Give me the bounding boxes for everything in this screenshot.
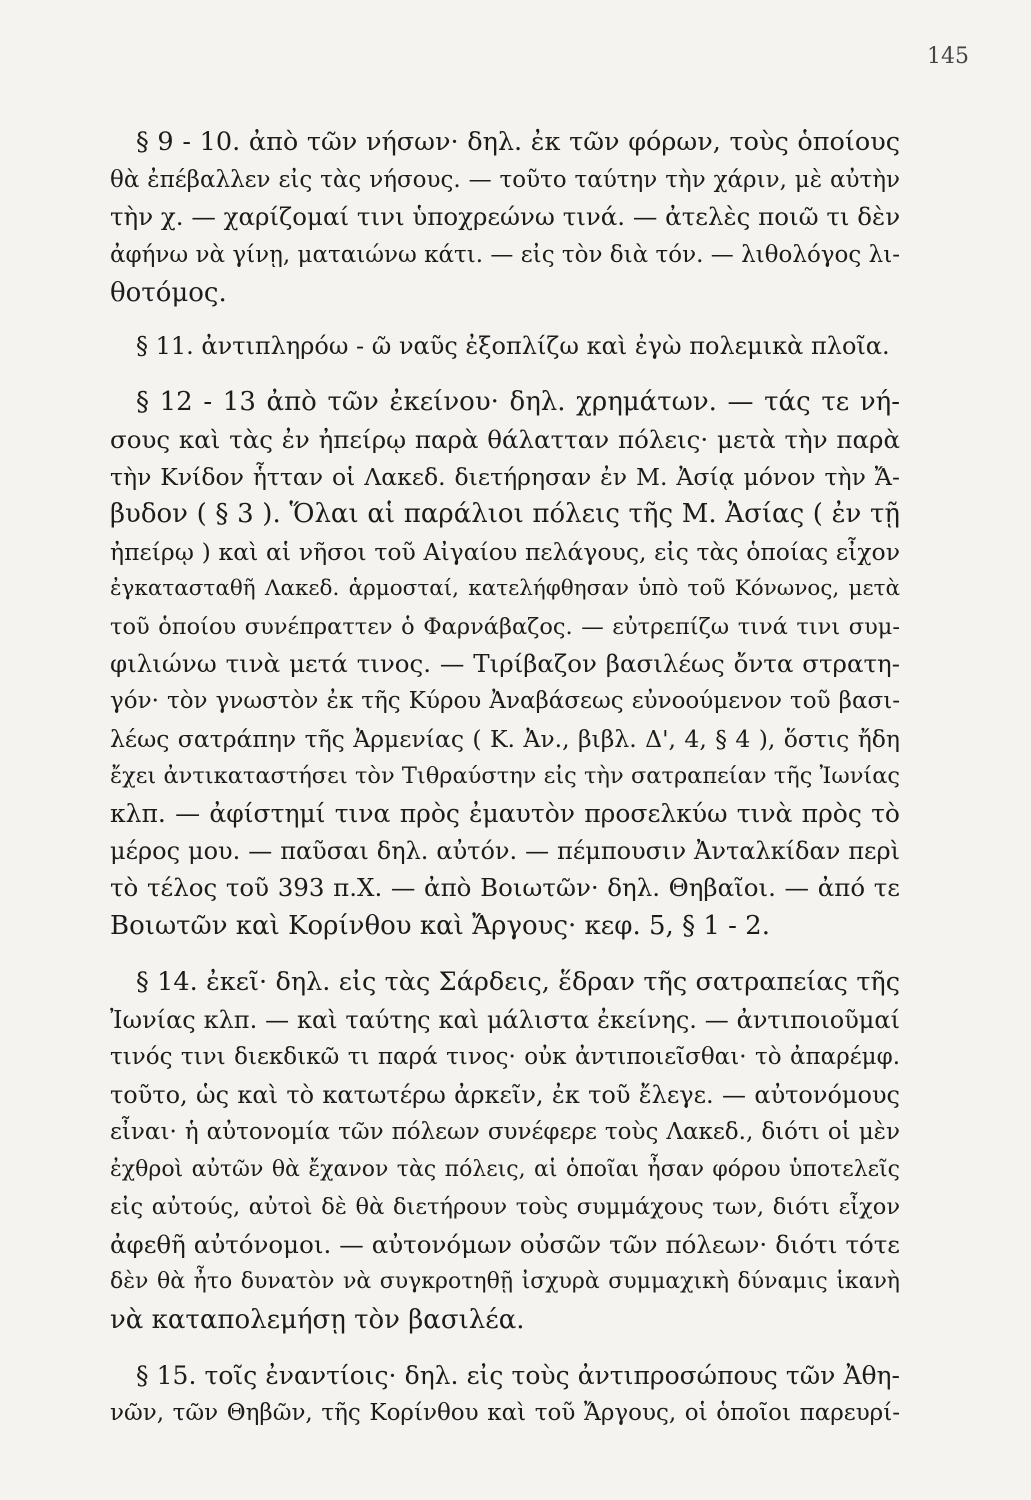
text-line: σους καὶ τὰς ἐν ἠπείρῳ παρὰ θάλατταν πόλεις· μετὰ τὴν παρὰ	[110, 425, 900, 454]
text-line: βυδον ( § 3 ). Ὅλαι αἱ παράλιοι πόλεις τῆς Μ. Ἀσίας ( ἐν τῇ	[110, 499, 900, 529]
text-line: ἀφεθῆ αὐτόνομοι. — αὐτονόμων οὐσῶν τῶν πόλεων· διότι τότε	[110, 1230, 900, 1259]
text-line: φιλιώνω τινὰ μετά τινος. — Τιρίβαζον βασιλέως ὄντα στρατη-	[110, 649, 900, 678]
text-line: § 14. ἐκεῖ· δηλ. εἰς τὰς Σάρδεις, ἕδραν τῆς σατραπείας τῆς	[136, 967, 900, 997]
text-line: νῶν, τῶν Θηβῶν, τῆς Κορίνθου καὶ τοῦ Ἄργους, οἱ ὁποῖοι παρευρί-	[110, 1400, 900, 1426]
text-line: γόν· τὸν γνωστὸν ἐκ τῆς Κύρου Ἀναβάσεως εὐνοούμενον τοῦ βασι-	[110, 688, 900, 714]
text-line: κλπ. — ἀφίστημί τινα πρὸς ἐμαυτὸν προσελκύω τινὰ πρὸς τὸ	[110, 799, 900, 828]
text-line: ἔχει ἀντικαταστήσει τὸν Τιθραύστην εἰς τὴν σατραπείαν τῆς Ἰωνίας	[110, 763, 900, 789]
text-line: ἠπείρῳ ) καὶ αἱ νῆσοι τοῦ Αἰγαίου πελάγους, εἰς τὰς ὁποίας εἶχον	[110, 538, 900, 566]
text-line: τὴν Κνίδον ἧτταν οἱ Λακεδ. διετήρησαν ἐν Μ. Ἀσίᾳ μόνον τὴν Ἄ-	[110, 463, 900, 491]
text-line: νὰ καταπολεμήσῃ τὸν βασιλέα.	[110, 1305, 525, 1335]
text-line: εἰς αὐτούς, αὐτοὶ δὲ θὰ διετήρουν τοὺς συμμάχους των, διότι εἶχον	[110, 1194, 900, 1220]
text-line: δὲν θὰ ἦτο δυνατὸν νὰ συγκροτηθῇ ἰσχυρὰ συμμαχικὴ δύναμις ἱκανὴ	[110, 1269, 900, 1294]
page-number: 145	[927, 44, 969, 69]
text-line: § 11. ἀντιπληρόω - ῶ ναῦς ἐξοπλίζω καὶ ἐγὼ πολεμικὰ πλοῖα.	[136, 332, 890, 360]
text-line: μέρος μου. — παῦσαι δηλ. αὐτόν. — πέμπουσιν Ἀνταλκίδαν περὶ	[110, 837, 900, 865]
text-line: θὰ ἐπέβαλλεν εἰς τὰς νήσους. — τοῦτο ταύτην τὴν χάριν, μὲ αὐτὴν	[110, 167, 900, 193]
text-line: Βοιωτῶν καὶ Κορίνθου καὶ Ἄργους· κεφ. 5, § 1 - 2.	[110, 911, 770, 941]
text-line: § 12 - 13 ἀπὸ τῶν ἐκείνου· δηλ. χρημάτων. — τάς τε νή-	[136, 387, 900, 417]
text-line: τινός τινι διεκδικῶ τι παρά τινος· οὐκ ἀντιποιεῖσθαι· τὸ ἀπαρέμφ.	[110, 1044, 900, 1070]
text-line: λέως σατράπην τῆς Ἀρμενίας ( Κ. Ἀν., βιβλ. Δ', 4, § 4 ), ὅστις ἤδη	[110, 725, 900, 753]
text-line: τοῦτο, ὡς καὶ τὸ κατωτέρω ἀρκεῖν, ἐκ τοῦ ἔλεγε. — αὐτονόμους	[110, 1081, 900, 1109]
text-line: τὴν χ. — χαρίζομαί τινι ὑποχρεώνω τινά. — ἀτελὲς ποιῶ τι δὲν	[110, 202, 901, 231]
text-line: § 9 - 10. ἀπὸ τῶν νήσων· δηλ. ἐκ τῶν φόρων, τοὺς ὁποίους	[136, 127, 900, 157]
text-line: τοῦ ὁποίου συνέπραττεν ὁ Φαρνάβαζος. — εὐτρεπίζω τινά τινι συμ-	[110, 614, 900, 640]
text-line: ἐγκατασταθῆ Λακεδ. ἁρμοσταί, κατελήφθησαν ὑπὸ τοῦ Κόνωνος, μετὰ	[110, 576, 900, 601]
text-line: τὸ τέλος τοῦ 393 π.Χ. — ἀπὸ Βοιωτῶν· δηλ. Θηβαῖοι. — ἀπό τε	[110, 873, 900, 902]
text-line: Ἰωνίας κλπ. — καὶ ταύτης καὶ μάλιστα ἐκείνης. — ἀντιποιοῦμαί	[110, 1006, 900, 1034]
text-line: εἶναι· ἡ αὐτονομία τῶν πόλεων συνέφερε τοὺς Λακεδ., διότι οἱ μὲν	[110, 1119, 900, 1145]
text-line: ἀφήνω νὰ γίνῃ, ματαιώνω κάτι. — εἰς τὸν διὰ τόν. — λιθολόγος λι-	[110, 242, 900, 268]
text-line: ἐχθροὶ αὐτῶν θὰ ἔχανον τὰς πόλεις, αἱ ὁποῖαι ἦσαν φόρου ὑποτελεῖς	[110, 1157, 900, 1182]
text-line: § 15. τοῖς ἐναντίοις· δηλ. εἰς τοὺς ἀντιπροσώπους τῶν Ἀθη-	[136, 1361, 900, 1390]
text-line: θοτόμος.	[110, 278, 227, 308]
